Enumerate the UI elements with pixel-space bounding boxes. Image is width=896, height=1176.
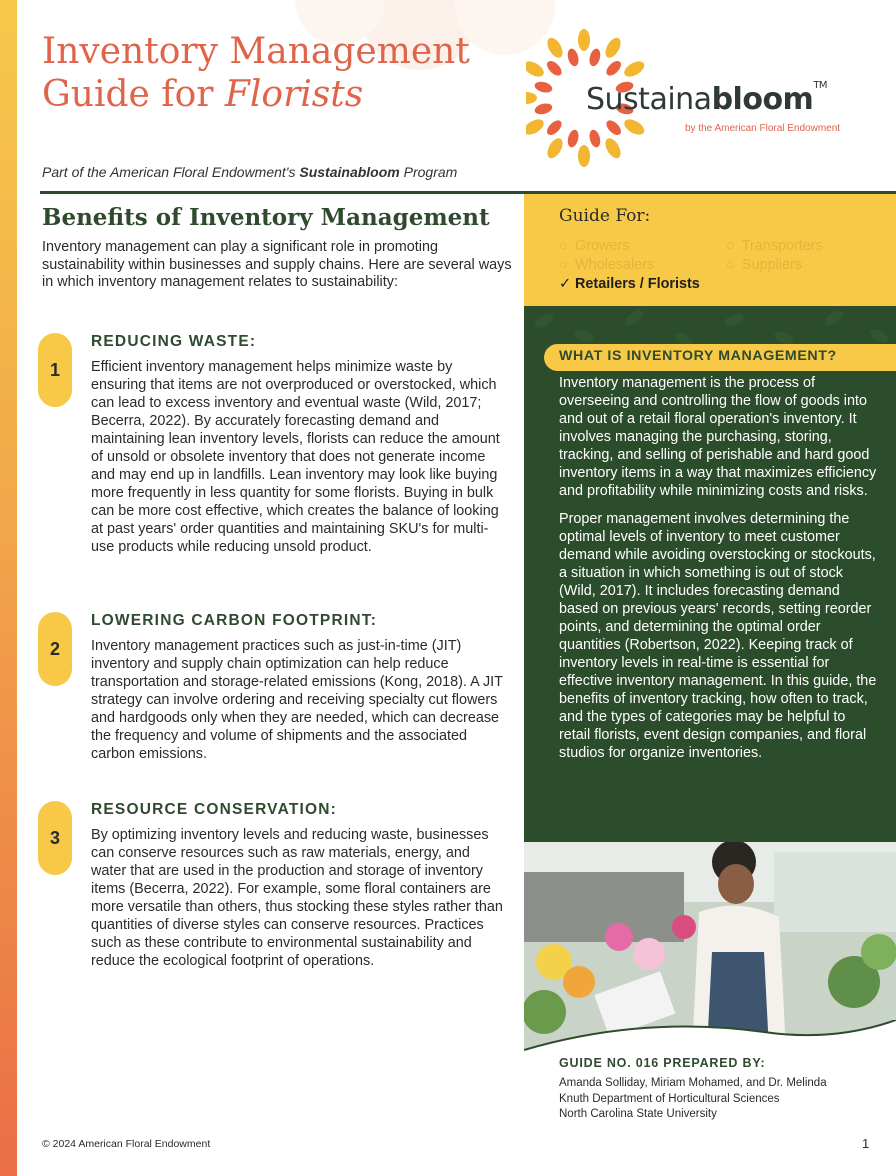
benefits-section-title: Benefits of Inventory Management xyxy=(42,204,490,231)
logo-wordmark xyxy=(586,82,827,117)
radio-empty-icon: ○ xyxy=(559,238,568,254)
radio-empty-icon: ○ xyxy=(559,257,568,273)
what-is-body xyxy=(559,374,879,772)
guide-option-retailers-florists xyxy=(559,276,700,292)
program-line xyxy=(42,164,457,180)
radio-empty-icon: ○ xyxy=(726,257,735,273)
guide-option-label: Wholesalers xyxy=(575,257,655,273)
footer-copyright: © 2024 American Floral Endowment xyxy=(42,1138,211,1150)
logo-tagline: by the American Floral Endowment xyxy=(685,123,841,134)
title-line-1: Inventory Management xyxy=(42,31,470,72)
prepared-by-line: Amanda Solliday, Miriam Mohamed, and Dr. Melinda xyxy=(559,1077,827,1089)
benefit-number-badge: 3 xyxy=(38,801,72,875)
guide-option-wholesalers xyxy=(559,257,654,273)
logo-trademark: TM xyxy=(813,80,828,91)
guide-option-suppliers xyxy=(726,257,802,273)
logo-word-bold: bloom xyxy=(711,82,814,117)
benefits-intro: Inventory management can play a significant role in promoting sustainability within businesses and supply chains. Here are several ways in which inventory management relates to sustainability: xyxy=(42,239,512,290)
benefit-number-badge: 1 xyxy=(38,333,72,407)
checkmark-icon: ✓ xyxy=(559,276,572,292)
prepared-by-line: Knuth Department of Horticultural Sciences xyxy=(559,1093,780,1105)
benefit-body: Inventory management practices such as just-in-time (JIT) inventory and supply chain optimization can help reduce transportation and storage-related emissions (Kong, 2018). A JIT strategy can involve ordering and receiving specialty cut flowers and hardgoods only when they are needed, which can decrease the frequency and volume of shipments and the associated carbon emissions. xyxy=(91,638,503,762)
title-line-2-prefix: Guide for xyxy=(42,74,225,115)
guide-for-box xyxy=(524,194,896,306)
benefit-number-badge: 2 xyxy=(38,612,72,686)
what-is-heading: WHAT IS INVENTORY MANAGEMENT? xyxy=(559,348,837,364)
what-is-paragraph-1: Inventory management is the process of overseeing and controlling the flow of goods into and out of a retail floral operation's inventory. It involves managing the purchasing, storing, tracking, and selling of perishable and hard good inventory items in a way that maximizes efficiency and profitability while minimizing costs and risks. xyxy=(559,375,877,499)
logo-word-light: Sustaina xyxy=(586,82,712,117)
benefit-heading: RESOURCE CONSERVATION: xyxy=(91,801,338,818)
program-suffix: Program xyxy=(399,164,458,180)
guide-option-label: Retailers / Florists xyxy=(575,276,700,292)
guide-option-growers xyxy=(559,238,629,254)
prepared-by-line: North Carolina State University xyxy=(559,1108,717,1120)
page-number: 1 xyxy=(862,1136,870,1151)
guide-option-label: Suppliers xyxy=(742,257,802,273)
guide-option-label: Transporters xyxy=(741,238,823,254)
benefit-body: By optimizing inventory levels and reducing waste, businesses can conserve resources such as raw materials, energy, and water that are used in the production and storage of inventory items (Becerra, 2022). For example, some floral containers are more versatile than others, thus stocking these styles rather than quantities of diverse styles can conserve resources. Practices such as these contribute to environmental sustainability and reduce the ecological footprint of operations. xyxy=(91,827,503,969)
prepared-by-heading: GUIDE NO. 016 PREPARED BY: xyxy=(559,1056,766,1070)
title-line-2-italic: Florists xyxy=(224,74,364,115)
left-edge-gradient-bar xyxy=(0,0,17,1176)
benefit-body: Efficient inventory management helps minimize waste by ensuring that items are not overproduced or overstocked, which can lead to excess inventory and eventual waste (Wild, 2017; Becerra, 2022). By accurately forecasting demand and maintaining lean inventory levels, florists can reduce the amount of unsold or obsolete inventory that does not generate income and may end up in landfills. Lean inventory may look like buying more frequently in less quantity for some florists. Buying in bulk can be more cost effective, which creates the balance of looking at past years' order quantities and maintaining SKU's for multi-use products while reducing unsold product. xyxy=(91,359,500,555)
benefit-heading: REDUCING WASTE: xyxy=(91,333,257,350)
program-name: Sustainabloom xyxy=(299,164,400,180)
guide-option-transporters xyxy=(726,238,823,254)
guide-option-label: Growers xyxy=(575,238,630,254)
guide-for-title: Guide For: xyxy=(559,206,651,226)
what-is-paragraph-2: Proper management involves determining the optimal levels of inventory to meet customer demand while avoiding overstocking or stockouts, a situation in which something is out of stock (Wild, 2017). It includes forecasting demand based on previous years' records, setting reorder points, and determining the optimal order quantities (Robertson, 2022). Keeping track of inventory levels in real-time is essential for effective inventory management. In this guide, the benefits of inventory tracking, how often to track, and the types of categories may be helpful to retail florists, event design companies, and floral studios for organize inventories. xyxy=(559,511,877,761)
benefit-heading: LOWERING CARBON FOOTPRINT: xyxy=(91,612,378,629)
radio-empty-icon: ○ xyxy=(726,238,735,254)
florist-photo xyxy=(524,842,896,1050)
document-title xyxy=(42,30,470,116)
program-prefix: Part of the American Floral Endowment's xyxy=(42,164,300,180)
